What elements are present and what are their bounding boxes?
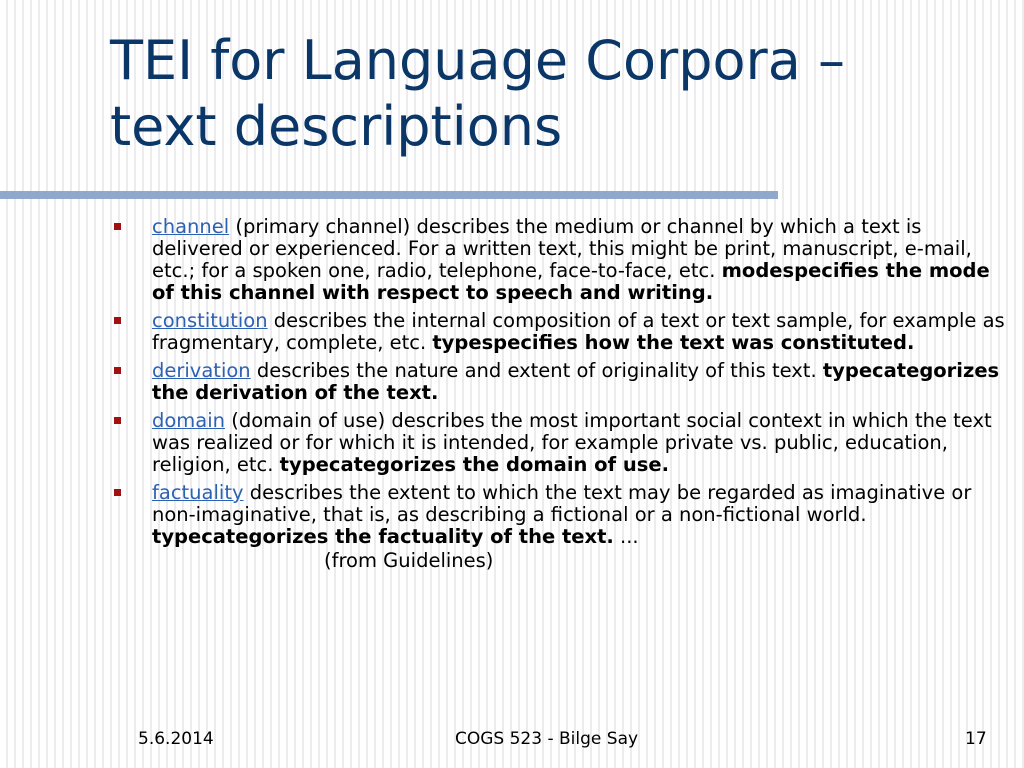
bullet-item-domain: [110, 410, 1010, 476]
bullet-bold-text: typecategorizes the domain of use.: [279, 453, 669, 476]
square-bullet-icon: [114, 317, 121, 324]
footer-course: COGS 523 - Bilge Say: [455, 729, 639, 749]
bullet-list: [110, 216, 1010, 578]
bullet-bold-text: modespecifies the mode of this channel with respect to speech and writing.: [152, 259, 990, 304]
bullet-trailing-ellipsis: ...: [613, 525, 639, 548]
footer-date: 5.6.2014: [138, 729, 214, 749]
source-attribution: (from Guidelines): [324, 549, 494, 572]
bullet-item-factuality: [110, 482, 1010, 572]
bullet-description: describes the extent to which the text may be regarded as imaginative or non-imaginative, that is, as describing a fictional or a non-fictional world.: [152, 481, 972, 526]
bullet-description: describes the nature and extent of originality of this text.: [250, 359, 823, 382]
slide-title: [110, 28, 1010, 160]
bullet-item-channel: [110, 216, 1010, 304]
bullet-item-constitution: [110, 310, 1010, 354]
term-link-derivation[interactable]: derivation: [152, 359, 251, 382]
square-bullet-icon: [114, 489, 121, 496]
term-link-domain[interactable]: domain: [152, 409, 226, 432]
bullet-bold-text: typespecifies how the text was constituted.: [432, 331, 915, 354]
bullet-description: (primary channel) describes the medium or channel by which a text is delivered or experienced. For a written text, this might be print, manuscript, e-mail, etc.; for a spoken one, radio, telephone, face-to-face, etc.: [152, 215, 972, 282]
bullet-bold-text: typecategorizes the derivation of the text.: [152, 359, 1000, 404]
term-link-constitution[interactable]: constitution: [152, 309, 268, 332]
term-link-channel[interactable]: channel: [152, 215, 230, 238]
bullet-bold-text: typecategorizes the factuality of the text.: [152, 525, 614, 548]
bullet-description: describes the internal composition of a text or text sample, for example as fragmentary, complete, etc.: [152, 309, 1005, 354]
term-link-factuality[interactable]: factuality: [152, 481, 244, 504]
bullet-description: (domain of use) describes the most important social context in which the text was realized or for which it is intended, for example private vs. public, education, religion, etc.: [152, 409, 992, 476]
bullet-item-derivation: [110, 360, 1010, 404]
slide-title-line-1: TEI for Language Corpora –: [110, 29, 845, 92]
footer-page-number: 17: [965, 729, 987, 749]
square-bullet-icon: [114, 417, 121, 424]
square-bullet-icon: [114, 223, 121, 230]
slide-title-line-2: text descriptions: [110, 95, 563, 158]
square-bullet-icon: [114, 367, 121, 374]
title-divider: [0, 191, 778, 199]
